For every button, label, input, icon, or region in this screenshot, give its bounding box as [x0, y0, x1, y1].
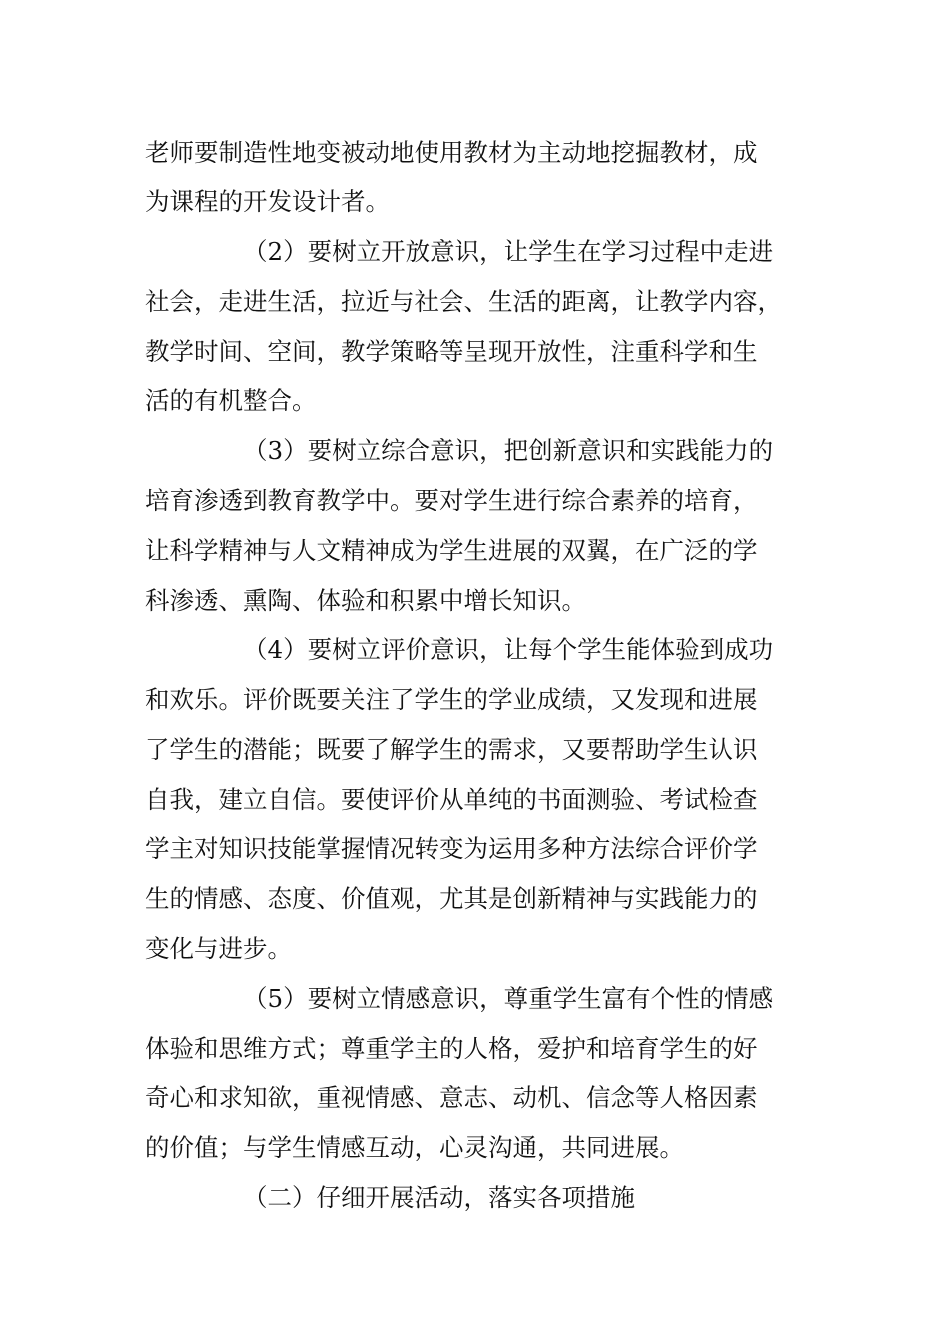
- text-line: 生的情感、态度、价值观，尤其是创新精神与实践能力的: [145, 884, 758, 913]
- text-line: 奇心和求知欲，重视情感、意志、动机、信念等人格因素: [145, 1083, 758, 1112]
- text-line: 老师要制造性地变被动地使用教材为主动地挖掘教材，成: [145, 138, 758, 167]
- text-line: 体验和思维方式；尊重学主的人格，爱护和培育学生的好: [145, 1034, 758, 1063]
- text-line: 让科学精神与人文精神成为学生进展的双翼，在广泛的学: [145, 536, 758, 565]
- text-line: 为课程的开发设计者。: [145, 187, 390, 216]
- text-line: 活的有机整合。: [145, 386, 317, 415]
- paragraph-heading-3: （3）要树立综合意识，把创新意识和实践能力的: [243, 436, 774, 465]
- paragraph-heading-4: （4）要树立评价意识，让每个学生能体验到成功: [243, 635, 774, 664]
- text-line: 学主对知识技能掌握情况转变为运用多种方法综合评价学: [145, 834, 758, 863]
- text-line: 的价值；与学生情感互动，心灵沟通，共同进展。: [145, 1133, 684, 1162]
- text-line: 自我，建立自信。要使评价从单纯的书面测验、考试检查: [145, 785, 758, 814]
- text-line: 教学时间、空间，教学策略等呈现开放性，注重科学和生: [145, 337, 758, 366]
- paragraph-heading-2: （2）要树立开放意识，让学生在学习过程中走进: [243, 237, 774, 266]
- section-heading: （二）仔细开展活动，落实各项措施: [243, 1183, 635, 1212]
- text-line: 和欢乐。评价既要关注了学生的学业成绩，又发现和进展: [145, 685, 758, 714]
- text-line: 变化与进步。: [145, 934, 292, 963]
- text-line: 了学生的潜能；既要了解学生的需求，又要帮助学生认识: [145, 735, 758, 764]
- text-line: 培育渗透到教育教学中。要对学生进行综合素养的培育，: [145, 486, 758, 515]
- text-line: 社会，走进生活，拉近与社会、生活的距离，让教学内容，: [145, 287, 782, 316]
- paragraph-heading-5: （5）要树立情感意识，尊重学生富有个性的情感: [243, 984, 774, 1013]
- text-line: 科渗透、熏陶、体验和积累中增长知识。: [145, 586, 586, 615]
